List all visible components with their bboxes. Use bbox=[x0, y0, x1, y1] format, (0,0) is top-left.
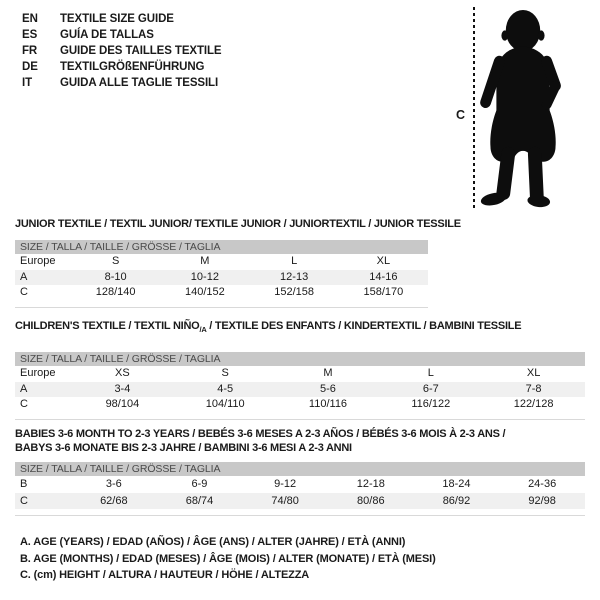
table-title-line-2: BABYS 3-6 MONATE BIS 2-3 JAHRE / BAMBINI 3-6 MESI A 2-3 ANNI bbox=[15, 442, 352, 454]
height-measure-dashed-line bbox=[473, 7, 475, 208]
size-cell: 152/158 bbox=[274, 286, 314, 298]
size-cell: M bbox=[200, 255, 210, 267]
row-label: C bbox=[15, 493, 71, 510]
size-header-bar: SIZE / TALLA / TAILLE / GRÖSSE / TAGLIA bbox=[15, 352, 585, 366]
size-cell: L bbox=[291, 255, 298, 267]
size-header-bar: SIZE / TALLA / TAILLE / GRÖSSE / TAGLIA bbox=[15, 462, 585, 476]
baby-silhouette bbox=[478, 6, 568, 208]
size-cell: XL bbox=[376, 255, 391, 267]
table-underline bbox=[15, 307, 428, 308]
size-cell: 12-18 bbox=[356, 478, 385, 490]
size-header-bar: SIZE / TALLA / TAILLE / GRÖSSE / TAGLIA bbox=[15, 240, 428, 254]
table-row bbox=[15, 397, 585, 413]
row-label: A bbox=[15, 270, 71, 286]
size-cell: XS bbox=[115, 367, 130, 380]
language-row-es bbox=[22, 27, 222, 43]
language-row-de bbox=[22, 59, 222, 75]
table-row bbox=[15, 254, 428, 270]
language-row-it bbox=[22, 75, 222, 91]
language-title: TEXTILGRÖßENFÜHRUNG bbox=[60, 61, 205, 73]
size-cell: M bbox=[323, 367, 333, 380]
size-cell: 12-13 bbox=[250, 270, 339, 286]
children-size-table bbox=[15, 366, 585, 413]
size-cell: 74/80 bbox=[242, 493, 328, 510]
language-code: IT bbox=[22, 77, 33, 89]
language-code: FR bbox=[22, 45, 38, 57]
size-cell: 128/140 bbox=[95, 286, 136, 298]
table-row bbox=[15, 476, 585, 493]
size-cell: 158/170 bbox=[363, 286, 404, 298]
size-cell: 8-10 bbox=[71, 270, 160, 286]
language-title: GUIDA ALLE TAGLIE TESSILI bbox=[60, 77, 219, 89]
table-title: JUNIOR TEXTILE / TEXTIL JUNIOR/ TEXTILE JUNIOR / JUNIORTEXTIL / JUNIOR TESSILE bbox=[15, 218, 461, 230]
size-cell: 9-12 bbox=[274, 478, 297, 490]
legend-line-a: A. AGE (YEARS) / EDAD (AÑOS) / ÂGE (ANS) / ALTER (JAHRE) / ETÀ (ANNI) bbox=[20, 536, 406, 548]
junior-size-table bbox=[15, 254, 428, 301]
row-label: B bbox=[20, 478, 28, 490]
table-row bbox=[15, 270, 428, 286]
size-cell: 3-6 bbox=[105, 478, 122, 490]
height-measure-label: C bbox=[456, 108, 466, 122]
language-row-en bbox=[22, 11, 222, 27]
language-title: TEXTILE SIZE GUIDE bbox=[60, 13, 174, 25]
size-cell: 80/86 bbox=[328, 493, 414, 510]
size-cell: 140/152 bbox=[184, 286, 225, 298]
table-row bbox=[15, 382, 585, 398]
size-cell: 110/116 bbox=[308, 398, 348, 411]
size-cell: 86/92 bbox=[414, 493, 500, 510]
size-cell: XL bbox=[526, 367, 541, 380]
table-underline bbox=[15, 515, 585, 516]
size-cell: 18-24 bbox=[442, 478, 471, 490]
language-row-fr bbox=[22, 43, 222, 59]
legend-line-b: B. AGE (MONTHS) / EDAD (MESES) / ÂGE (MOIS) / ALTER (MONATE) / ETÀ (MESI) bbox=[20, 552, 436, 565]
table-underline bbox=[15, 419, 585, 420]
size-cell: 122/128 bbox=[513, 398, 554, 411]
table-title: CHILDREN'S TEXTILE / TEXTIL $NIÑO_{/A}$ / TEXTILE DES ENFANTS / KINDERTEXTIL / BAMBINI TESSILE bbox=[15, 320, 522, 335]
legend-line-c: C. (cm) HEIGHT / ALTURA / HAUTEUR / HÖHE / ALTEZZA bbox=[20, 569, 310, 581]
language-code: ES bbox=[22, 29, 38, 41]
size-cell: 10-12 bbox=[160, 270, 249, 286]
row-label: A bbox=[15, 382, 71, 398]
table-row bbox=[15, 493, 585, 510]
language-code: EN bbox=[22, 13, 38, 25]
size-cell: 6-7 bbox=[379, 382, 482, 398]
size-cell: 116/122 bbox=[411, 398, 451, 411]
size-cell: 24-36 bbox=[528, 478, 557, 490]
subscript-suffix: /A bbox=[199, 325, 207, 335]
language-code: DE bbox=[22, 61, 38, 73]
language-title: GUÍA DE TALLAS bbox=[60, 29, 154, 41]
table-title bbox=[15, 427, 585, 455]
size-cell: L bbox=[427, 367, 434, 380]
row-label: Europe bbox=[20, 255, 56, 267]
size-cell: 6-9 bbox=[191, 478, 208, 490]
size-cell: S bbox=[221, 367, 229, 380]
size-cell: 98/104 bbox=[105, 398, 140, 411]
children-textile-section bbox=[15, 320, 585, 420]
language-title: GUIDE DES TAILLES TEXTILE bbox=[60, 45, 222, 57]
row-label: Europe bbox=[20, 367, 56, 380]
table-row bbox=[15, 366, 585, 382]
size-cell: 5-6 bbox=[277, 382, 380, 398]
size-cell: 14-16 bbox=[339, 270, 428, 286]
size-cell: 7-8 bbox=[482, 382, 585, 398]
babies-textile-section bbox=[15, 427, 585, 516]
table-row bbox=[15, 285, 428, 301]
size-cell: S bbox=[111, 255, 120, 267]
size-cell: 68/74 bbox=[157, 493, 243, 510]
size-cell: 3-4 bbox=[71, 382, 174, 398]
language-list bbox=[22, 11, 222, 91]
measure-legend bbox=[20, 534, 436, 584]
row-label: C bbox=[20, 398, 28, 411]
row-label: C bbox=[20, 286, 28, 298]
size-cell: 104/110 bbox=[205, 398, 245, 411]
size-cell: 62/68 bbox=[71, 493, 157, 510]
size-cell: 92/98 bbox=[499, 493, 585, 510]
babies-size-table bbox=[15, 476, 585, 509]
table-title-line-1: BABIES 3-6 MONTH TO 2-3 YEARS / BEBÉS 3-6 MESES A 2-3 AÑOS / BÉBÉS 3-6 MOIS À 2-3 ANS / bbox=[15, 428, 506, 440]
junior-textile-section bbox=[15, 218, 461, 308]
size-cell: 4-5 bbox=[174, 382, 277, 398]
